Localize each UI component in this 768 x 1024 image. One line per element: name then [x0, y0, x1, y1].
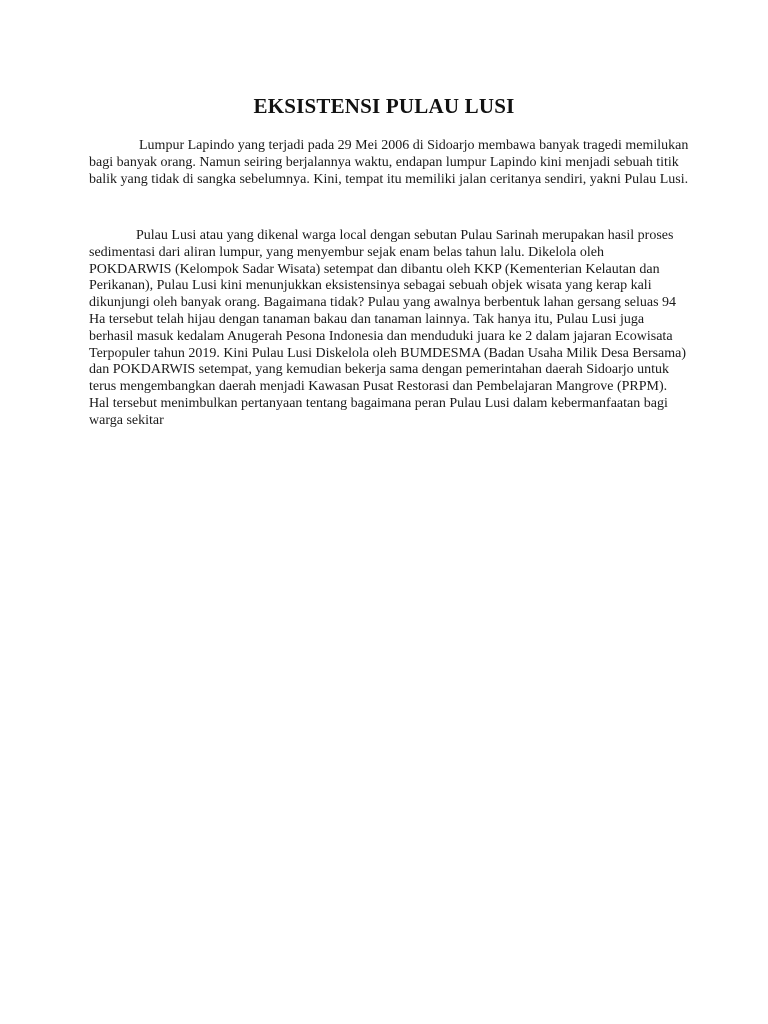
- paragraph-intro: Lumpur Lapindo yang terjadi pada 29 Mei 2006 di Sidoarjo membawa banyak tragedi memilukan bagi banyak orang. Namun seiring berjalannya waktu, endapan lumpur Lapindo kini menjadi sebuah titik balik yang tidak di sangka sebelumnya. Kini, tempat itu memiliki jalan ceritanya sendiri, yakni Pulau Lusi.: [89, 138, 689, 187]
- document-title: EKSISTENSI PULAU LUSI: [253, 94, 515, 118]
- paragraph-body: Pulau Lusi atau yang dikenal warga local dengan sebutan Pulau Sarinah merupakan hasil proses sedimentasi dari aliran lumpur, yang menyembur sejak enam belas tahun lalu. Dikelola oleh POKDARWIS (Kelompok Sadar Wisata) setempat dan dibantu oleh KKP (Kementerian Kelautan dan Perikanan), Pulau Lusi kini menunjukkan eksistensinya sebagai sebuah objek wisata yang kerap kali dikunjungi oleh banyak orang. Bagaimana tidak? Pulau yang awalnya berbentuk lahan gersang seluas 94 Ha tersebut telah hijau dengan tanaman bakau dan tanaman lainnya. Tak hanya itu, Pulau Lusi juga berhasil masuk kedalam Anugerah Pesona Indonesia dan menduduki juara ke 2 dalam jajaran Ecowisata Terpopuler tahun 2019. Kini Pulau Lusi Diskelola oleh BUMDESMA (Badan Usaha Milik Desa Bersama) dan POKDARWIS setempat, yang kemudian bekerja sama dengan pemerintahan daerah Sidoarjo untuk terus mengembangkan daerah menjadi Kawasan Pusat Restorasi dan Pembelajaran Mangrove (PRPM). Hal tersebut menimbulkan pertanyaan tentang bagaimana peran Pulau Lusi dalam kebermanfaatan bagi warga sekitar: [89, 228, 687, 428]
